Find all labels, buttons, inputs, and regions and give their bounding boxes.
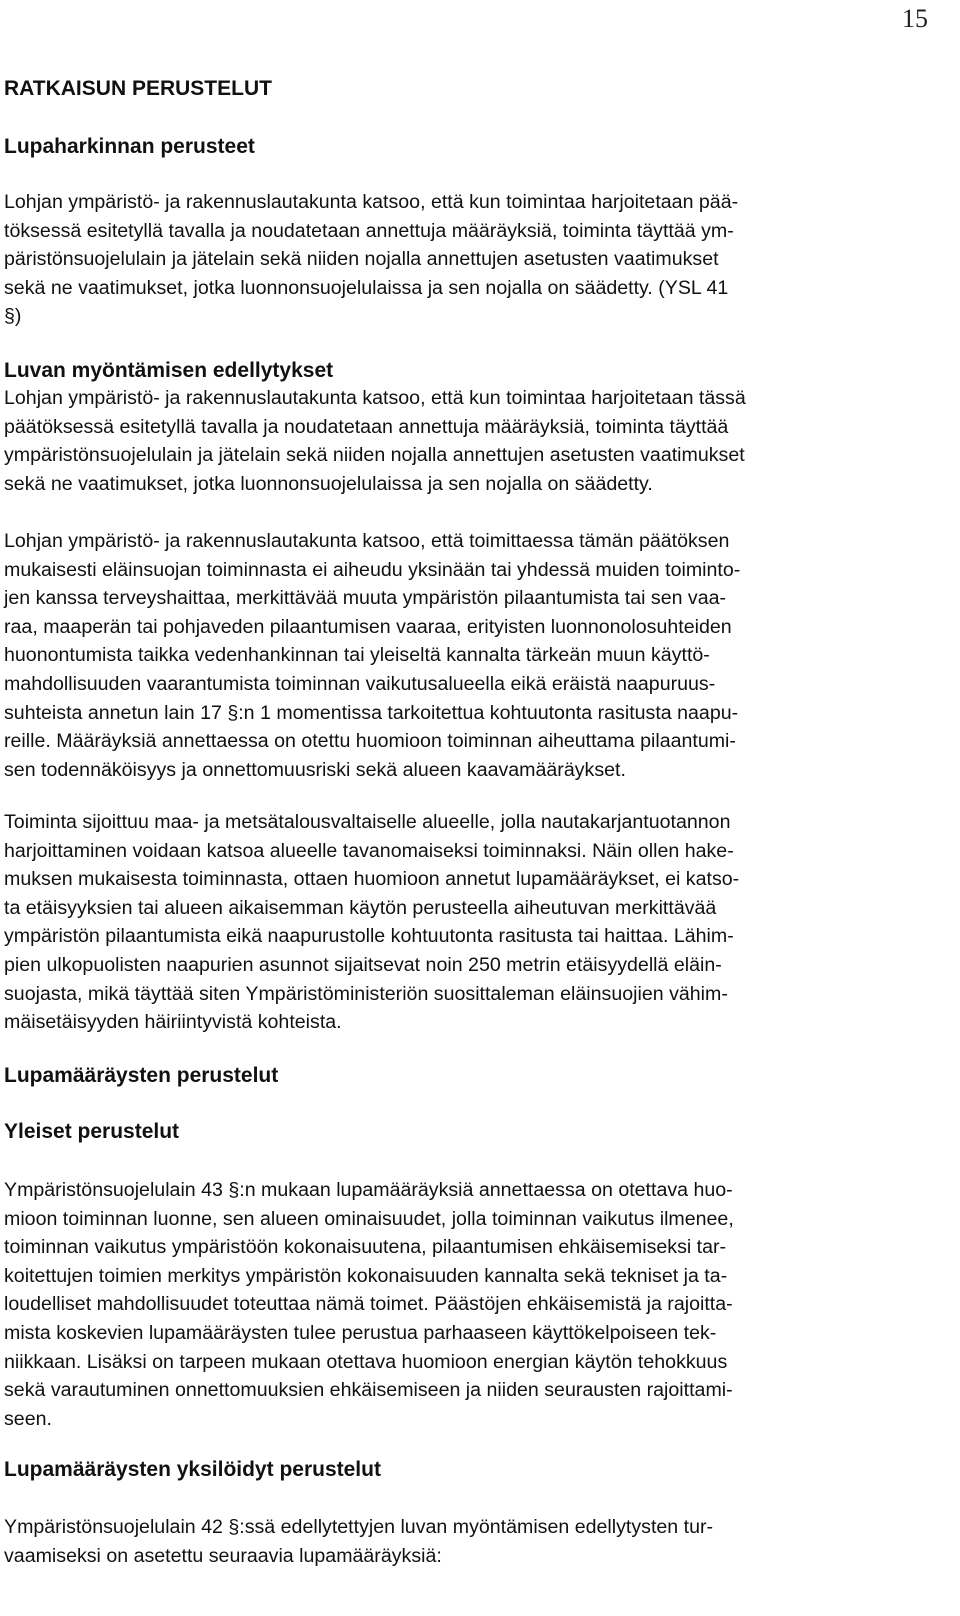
subheading-lupaharkinnan-perusteet: Lupaharkinnan perusteet — [4, 135, 255, 158]
text-line: ympäristönsuojelulain ja jätelain sekä niiden nojalla annettujen asetusten vaatimukset — [4, 444, 745, 467]
text-line: sekä varautuminen onnettomuuksien ehkäisemiseen ja niiden seurausten rajoittami- — [4, 1379, 733, 1402]
text-line: §) — [4, 305, 22, 328]
subheading-yleiset-perustelut: Yleiset perustelut — [4, 1120, 180, 1143]
text-line: ta etäisyyksien tai alueen aikaisemman käytön perusteella aiheutuvan merkittävää — [4, 896, 717, 919]
text-line: päätöksessä esitetyllä tavalla ja noudatetaan annettuja määräyksiä, toiminta täyttää — [4, 415, 729, 438]
text-line: mahdollisuuden vaarantumista toiminnan vaikutusalueella eikä eräistä naapuruus- — [4, 672, 716, 695]
text-line: mista koskevien lupamääräysten tulee perustua parhaaseen käyttökelpoiseen tek- — [4, 1321, 717, 1344]
text-line: raa, maaperän tai pohjaveden pilaantumisen vaaraa, erityisten luonnonolosuhteiden — [4, 615, 732, 638]
text-line: sen todennäköisyys ja onnettomuusriski sekä alueen kaavamääräykset. — [4, 758, 626, 781]
text-line: mukaisesti eläinsuojan toiminnasta ei aiheudu yksinään tai yhdessä muiden toiminto- — [4, 558, 741, 581]
text-line: loudelliset mahdollisuudet toteuttaa nämä toimet. Päästöjen ehkäisemistä ja rajoitta- — [4, 1293, 733, 1316]
text-line: Ympäristönsuojelulain 43 §:n mukaan lupamääräyksiä annettaessa on otettava huo- — [4, 1179, 733, 1201]
text-line: suojasta, mikä täyttää siten Ympäristöministeriön suosittaleman eläinsuojien vähim- — [4, 982, 728, 1005]
text-line: töksessä esitetyllä tavalla ja noudatetaan annettuja määräyksiä, toiminta täyttää ym- — [4, 219, 734, 242]
text-line: sekä ne vaatimukset, jotka luonnonsuojelulaissa ja sen nojalla on säädetty. (YSL 41 — [4, 276, 729, 299]
text-line: jen kanssa terveyshaittaa, merkittävää muuta ympäristön pilaantumista tai sen vaa- — [4, 587, 727, 610]
paragraph-yksiloidyt-perustelut — [4, 1513, 934, 1570]
text-line: toiminnan vaikutus ympäristöön kokonaisuutena, pilaantumisen ehkäisemiseksi tar- — [4, 1236, 727, 1259]
paragraph-yleiset-perustelut — [4, 1176, 934, 1433]
text-line: suhteista annetun lain 17 §:n 1 momentissa tarkoitettua kohtuutonta rasitusta naapu- — [4, 701, 739, 724]
text-line: niikkaan. Lisäksi on tarpeen mukaan otettava huomioon energian käytön tehokkuus — [4, 1350, 728, 1373]
paragraph-edellytykset — [4, 384, 934, 498]
paragraph-vaikutukset — [4, 527, 934, 784]
text-line: huonontumista taikka vedenhankinnan tai yleiseltä kannalta tärkeän muun käyttö- — [4, 644, 710, 667]
text-line: seen. — [4, 1407, 52, 1430]
page-number: 15 — [902, 4, 928, 33]
text-line: päristönsuojelulain ja jätelain sekä niiden nojalla annettujen asetusten vaatimukset — [4, 248, 719, 271]
paragraph-lupaharkinta — [4, 188, 934, 331]
text-line: Lohjan ympäristö- ja rakennuslautakunta katsoo, että toimittaessa tämän päätöksen — [4, 530, 730, 552]
text-line: Lohjan ympäristö- ja rakennuslautakunta katsoo, että kun toimintaa harjoitetaan pää- — [4, 191, 739, 213]
text-line: Lohjan ympäristö- ja rakennuslautakunta katsoo, että kun toimintaa harjoitetaan tässä — [4, 387, 746, 409]
text-line: koitettujen toimien merkitys ympäristön kokonaisuuden kannalta sekä tekniset ja ta- — [4, 1264, 728, 1287]
section-heading-ratkaisun-perustelut: RATKAISUN PERUSTELUT — [4, 77, 272, 100]
text-line: sekä ne vaatimukset, jotka luonnonsuojelulaissa ja sen nojalla on säädetty. — [4, 472, 653, 495]
text-line: pien ulkopuolisten naapurien asunnot sijaitsevat noin 250 metrin etäisyydellä eläin- — [4, 953, 722, 976]
text-line: harjoittaminen voidaan katsoa alueelle tavanomaiseksi toiminnaksi. Näin ollen hake- — [4, 839, 734, 862]
text-line: reille. Määräyksiä annettaessa on otettu huomioon toiminnan aiheuttama pilaantumi- — [4, 730, 736, 753]
text-line: mäisetäisyyden häiriintyvistä kohteista. — [4, 1011, 342, 1034]
subheading-yksiloidyt-perustelut: Lupamääräysten yksilöidyt perustelut — [4, 1458, 381, 1481]
text-line: muksen mukaisesta toiminnasta, ottaen huomioon annetut lupamääräykset, ei katso- — [4, 868, 740, 891]
text-line: ympäristön pilaantumista eikä naapurustolle kohtuutonta rasitusta tai haittaa. Lähim- — [4, 925, 734, 948]
text-line: vaamiseksi on asetettu seuraavia lupamääräyksiä: — [4, 1544, 442, 1567]
text-line: mioon toiminnan luonne, sen alueen ominaisuudet, jolla toiminnan vaikutus ilmenee, — [4, 1207, 734, 1230]
text-line: Toiminta sijoittuu maa- ja metsätalousvaltaiselle alueelle, jolla nautakarjantuotannon — [4, 811, 731, 833]
subheading-luvan-myontamisen-edellytykset: Luvan myöntämisen edellytykset — [4, 359, 334, 382]
text-line: Ympäristönsuojelulain 42 §:ssä edellytettyjen luvan myöntämisen edellytysten tur- — [4, 1516, 714, 1538]
subheading-lupamaaraysten-perustelut: Lupamääräysten perustelut — [4, 1064, 279, 1087]
paragraph-sijoittuminen — [4, 808, 934, 1037]
